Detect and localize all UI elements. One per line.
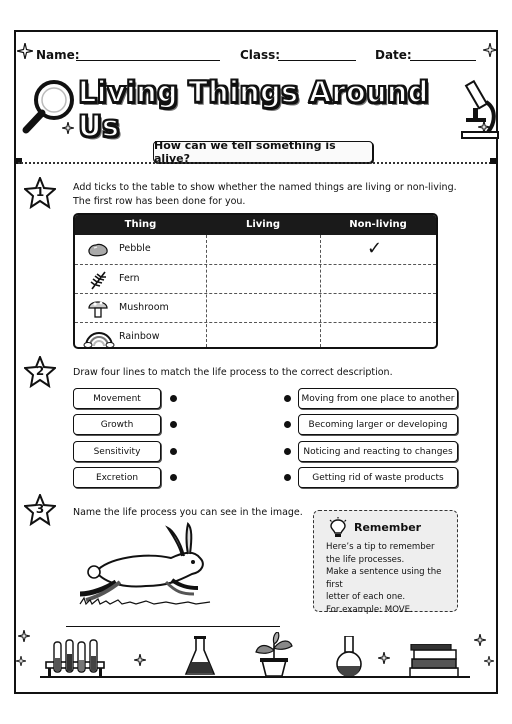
question-3-number: 3 xyxy=(35,502,45,516)
remember-body xyxy=(326,541,454,616)
column-header-non-living: Non-living xyxy=(349,219,407,230)
separator xyxy=(18,162,494,164)
thing-name: Mushroom xyxy=(119,302,169,313)
sparkle-icon xyxy=(474,634,486,646)
page-title: Living Things Around Us xyxy=(78,75,429,143)
sparkle-icon xyxy=(483,43,497,57)
flask-icon xyxy=(184,636,216,678)
column-header-thing: Thing xyxy=(124,219,157,230)
question-3-instruction: Name the life process you can see in the image. xyxy=(73,507,303,518)
description-box[interactable]: Getting rid of waste products xyxy=(298,467,458,488)
remember-line: Make a sentence using the first xyxy=(326,567,442,590)
match-dot[interactable] xyxy=(170,395,177,402)
pebble-icon xyxy=(87,242,109,258)
question-1-number: 1 xyxy=(35,185,45,199)
sparkle-icon xyxy=(17,43,33,59)
match-dot[interactable] xyxy=(284,395,291,402)
potted-plant-icon xyxy=(254,632,294,678)
sparkle-icon xyxy=(16,656,26,666)
process-movement[interactable]: Movement xyxy=(73,388,161,409)
title-banner xyxy=(78,75,462,143)
question-2-badge xyxy=(24,356,56,388)
instruction-line: Add ticks to the table to show whether the named things are living or non-living. xyxy=(73,182,457,193)
test-tubes-icon xyxy=(44,636,106,678)
match-dot[interactable] xyxy=(284,421,291,428)
name-label: Name: xyxy=(36,48,80,62)
process-excretion[interactable]: Excretion xyxy=(73,467,161,488)
subtitle-box: How can we tell something is alive? xyxy=(153,141,373,163)
instruction-line: The first row has been done for you. xyxy=(73,196,246,207)
fern-icon xyxy=(89,269,109,291)
remember-line: the life processes. xyxy=(326,554,405,565)
sparkle-icon xyxy=(484,656,494,666)
description-box[interactable]: Noticing and reacting to changes xyxy=(298,441,458,462)
living-table xyxy=(73,213,438,349)
remember-line: letter of each one. xyxy=(326,592,406,602)
question-1-badge xyxy=(24,177,56,209)
match-dot[interactable] xyxy=(170,448,177,455)
sparkle-icon xyxy=(62,122,74,134)
column-header-living: Living xyxy=(245,219,281,230)
date-label: Date: xyxy=(375,48,412,62)
sparkle-icon xyxy=(478,121,490,133)
match-dot[interactable] xyxy=(170,421,177,428)
question-2-instruction: Draw four lines to match the life process to the correct description. xyxy=(73,367,393,378)
process-growth[interactable]: Growth xyxy=(73,414,161,435)
question-2-number: 2 xyxy=(35,364,45,378)
remember-line: For example: MOVE. xyxy=(326,604,413,615)
thing-name: Fern xyxy=(119,273,140,284)
sparkle-icon xyxy=(378,652,390,664)
remember-title: Remember xyxy=(354,521,422,534)
question-3-badge xyxy=(24,494,56,526)
shelf-line xyxy=(40,676,470,678)
rabbit-icon xyxy=(76,522,226,608)
class-field[interactable] xyxy=(278,60,356,61)
class-label: Class: xyxy=(240,48,281,62)
question-1-instruction xyxy=(73,181,457,209)
name-field[interactable] xyxy=(76,60,220,61)
separator-end xyxy=(490,158,496,164)
remember-line: Here’s a tip to remember xyxy=(326,542,435,552)
mushroom-icon xyxy=(87,297,109,319)
books-icon xyxy=(408,644,460,678)
thing-name: Rainbow xyxy=(119,331,160,342)
remember-box xyxy=(313,510,458,615)
answer-line[interactable] xyxy=(66,626,280,627)
tick-non-living[interactable]: ✓ xyxy=(367,238,383,259)
thing-name: Pebble xyxy=(119,243,151,254)
rainbow-icon xyxy=(83,328,115,348)
lightbulb-icon xyxy=(328,517,348,539)
match-dot[interactable] xyxy=(284,474,291,481)
round-flask-icon xyxy=(334,636,364,678)
description-box[interactable]: Moving from one place to another xyxy=(298,388,458,409)
table-row xyxy=(75,264,436,293)
sparkle-icon xyxy=(134,654,146,666)
table-header xyxy=(75,215,436,235)
date-field[interactable] xyxy=(410,60,476,61)
match-dot[interactable] xyxy=(170,474,177,481)
table-row xyxy=(75,235,436,264)
match-dot[interactable] xyxy=(284,448,291,455)
process-sensitivity[interactable]: Sensitivity xyxy=(73,441,161,462)
sparkle-icon xyxy=(18,630,30,642)
table-row xyxy=(75,293,436,322)
table-row xyxy=(75,322,436,349)
description-box[interactable]: Becoming larger or developing xyxy=(298,414,458,435)
